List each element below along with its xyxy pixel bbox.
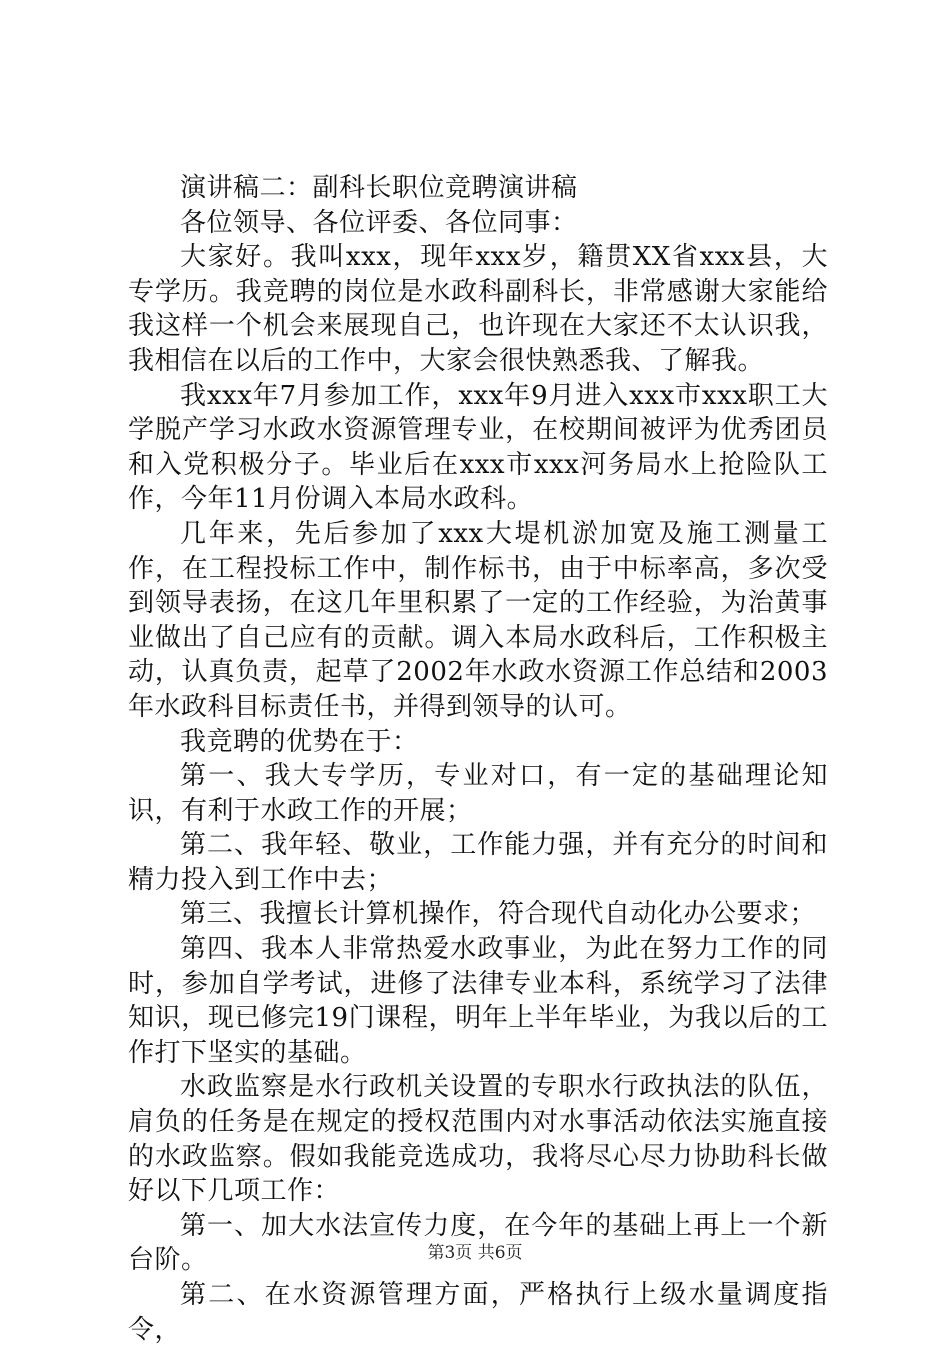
paragraph-advantages-heading: 我竞聘的优势在于： [180,726,419,757]
paragraph-introduction: 大家好。我叫xxx，现年xxx岁，籍贯XX省xxx县，大专学历。我竞聘的岗位是水政科副科长，非常感谢大家能给我这样一个机会来展现自己，也许现在大家还不太认识我，我相信在以后的工作中，大家会很快熟悉我、了解我。 [128,242,828,376]
document-body [128,171,828,1347]
paragraph-plan-1: 第一、加大水法宣传力度，在今年的基础上再上一个新台阶。 [128,1210,828,1276]
paragraph-plan-2: 第二、在水资源管理方面，严格执行上级水量调度指令， [128,1280,828,1345]
paragraph-advantage-3: 第三、我擅长计算机操作，符合现代自动化办公要求； [180,899,817,930]
paragraph-work-history: 我xxx年7月参加工作，xxx年9月进入xxx市xxx职工大学脱产学习水政水资源管理专业，在校期间被评为优秀团员和入党积极分子。毕业后在xxx市xxx河务局水上抢险队工作，今年11月份调入本局水政科。 [128,380,828,515]
document-title: 演讲稿二：副科长职位竞聘演讲稿 [180,173,578,203]
page-number-footer: 第3页 共6页 [427,1243,523,1263]
paragraph-experience: 几年来，先后参加了xxx大堤机淤加宽及施工测量工作，在工程投标工作中，制作标书，由于中标率高，多次受到领导表扬，在这几年里积累了一定的工作经验，为治黄事业做出了自己应有的贡献。调入本局水政科后，工作积极主动，认真负责，起草了2002年水政水资源工作总结和2003年水政科目标责任书，并得到领导的认可。 [128,518,828,722]
paragraph-advantage-4: 第四、我本人非常热爱水政事业，为此在努力工作的同时，参加自学考试，进修了法律专业本科，系统学习了法律知识，现已修完19门课程，明年上半年毕业，为我以后的工作打下坚实的基础。 [128,934,828,1068]
paragraph-supervision: 水政监察是水行政机关设置的专职水行政执法的队伍，肩负的任务是在规定的授权范围内对水事活动依法实施直接的水政监察。假如我能竞选成功，我将尽心尽力协助科长做好以下几项工作： [128,1072,828,1207]
paragraph-advantage-1: 第一、我大专学历，专业对口，有一定的基础理论知识，有利于水政工作的开展； [128,761,828,826]
paragraph-advantage-2: 第二、我年轻、敬业，工作能力强，并有充分的时间和精力投入到工作中去； [128,830,828,895]
paragraph-salutation: 各位领导、各位评委、各位同事： [180,207,578,238]
